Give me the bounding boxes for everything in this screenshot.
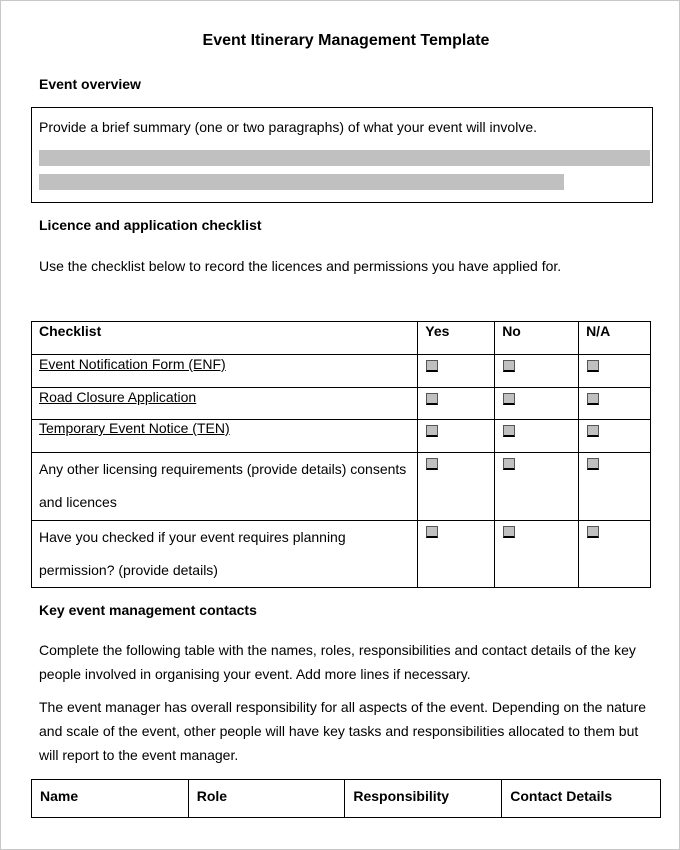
checkbox-yes[interactable]	[426, 393, 438, 405]
table-row	[32, 388, 651, 420]
contacts-paragraph-2: and scale of the event, other people will have key tasks and responsibilities allocated to them but	[39, 723, 639, 739]
checkbox-yes[interactable]	[426, 526, 438, 538]
column-header-na: N/A	[579, 322, 651, 355]
checkbox-no[interactable]	[503, 393, 515, 405]
checkbox-na[interactable]	[587, 458, 599, 470]
checklist-link-enf[interactable]: Event Notification Form (ENF)	[39, 356, 226, 372]
checkbox-yes[interactable]	[426, 425, 438, 437]
checklist-label: and licences	[39, 494, 117, 510]
table-row	[32, 420, 651, 453]
checkbox-na[interactable]	[587, 425, 599, 437]
checklist-label: permission? (provide details)	[39, 562, 218, 578]
checklist-label: Have you checked if your event requires planning	[39, 529, 346, 545]
contacts-paragraph-1: people involved in organising your event. Add more lines if necessary.	[39, 666, 471, 682]
column-header-contact-details: Contact Details	[502, 780, 661, 818]
contacts-paragraph-2: will report to the event manager.	[39, 747, 239, 763]
section-heading-licence: Licence and application checklist	[39, 217, 262, 233]
checklist-table	[31, 321, 651, 588]
column-header-no: No	[495, 322, 579, 355]
checkbox-na[interactable]	[587, 360, 599, 372]
checkbox-na[interactable]	[587, 526, 599, 538]
column-header-role: Role	[188, 780, 345, 818]
overview-instruction: Provide a brief summary (one or two paragraphs) of what your event will involve.	[39, 119, 537, 135]
checkbox-no[interactable]	[503, 360, 515, 372]
placeholder-bar[interactable]	[39, 174, 564, 190]
checkbox-no[interactable]	[503, 526, 515, 538]
column-header-name: Name	[32, 780, 189, 818]
checklist-link-road-closure[interactable]: Road Closure Application	[39, 389, 197, 405]
column-header-yes: Yes	[418, 322, 495, 355]
checkbox-no[interactable]	[503, 458, 515, 470]
contacts-paragraph-2: The event manager has overall responsibility for all aspects of the event. Depending on the nature	[39, 699, 647, 715]
column-header-checklist: Checklist	[32, 322, 418, 355]
column-header-responsibility: Responsibility	[345, 780, 502, 818]
section-heading-overview: Event overview	[39, 76, 141, 92]
table-header-row	[32, 780, 661, 818]
checkbox-na[interactable]	[587, 393, 599, 405]
table-row	[32, 453, 651, 521]
checkbox-yes[interactable]	[426, 360, 438, 372]
overview-box[interactable]	[31, 107, 653, 203]
section-heading-contacts: Key event management contacts	[39, 602, 257, 618]
licence-instruction: Use the checklist below to record the licences and permissions you have applied for.	[39, 258, 562, 274]
page-title: Event Itinerary Management Template	[202, 32, 490, 49]
checkbox-no[interactable]	[503, 425, 515, 437]
checklist-label: Any other licensing requirements (provide details) consents	[39, 461, 407, 477]
table-row	[32, 355, 651, 388]
contacts-table	[31, 779, 661, 818]
checkbox-yes[interactable]	[426, 458, 438, 470]
table-header-row	[32, 322, 651, 355]
placeholder-bar[interactable]	[39, 150, 650, 166]
table-row	[32, 521, 651, 588]
checklist-link-ten[interactable]: Temporary Event Notice (TEN)	[39, 420, 230, 436]
contacts-paragraph-1: Complete the following table with the names, roles, responsibilities and contact details of the key	[39, 642, 636, 658]
